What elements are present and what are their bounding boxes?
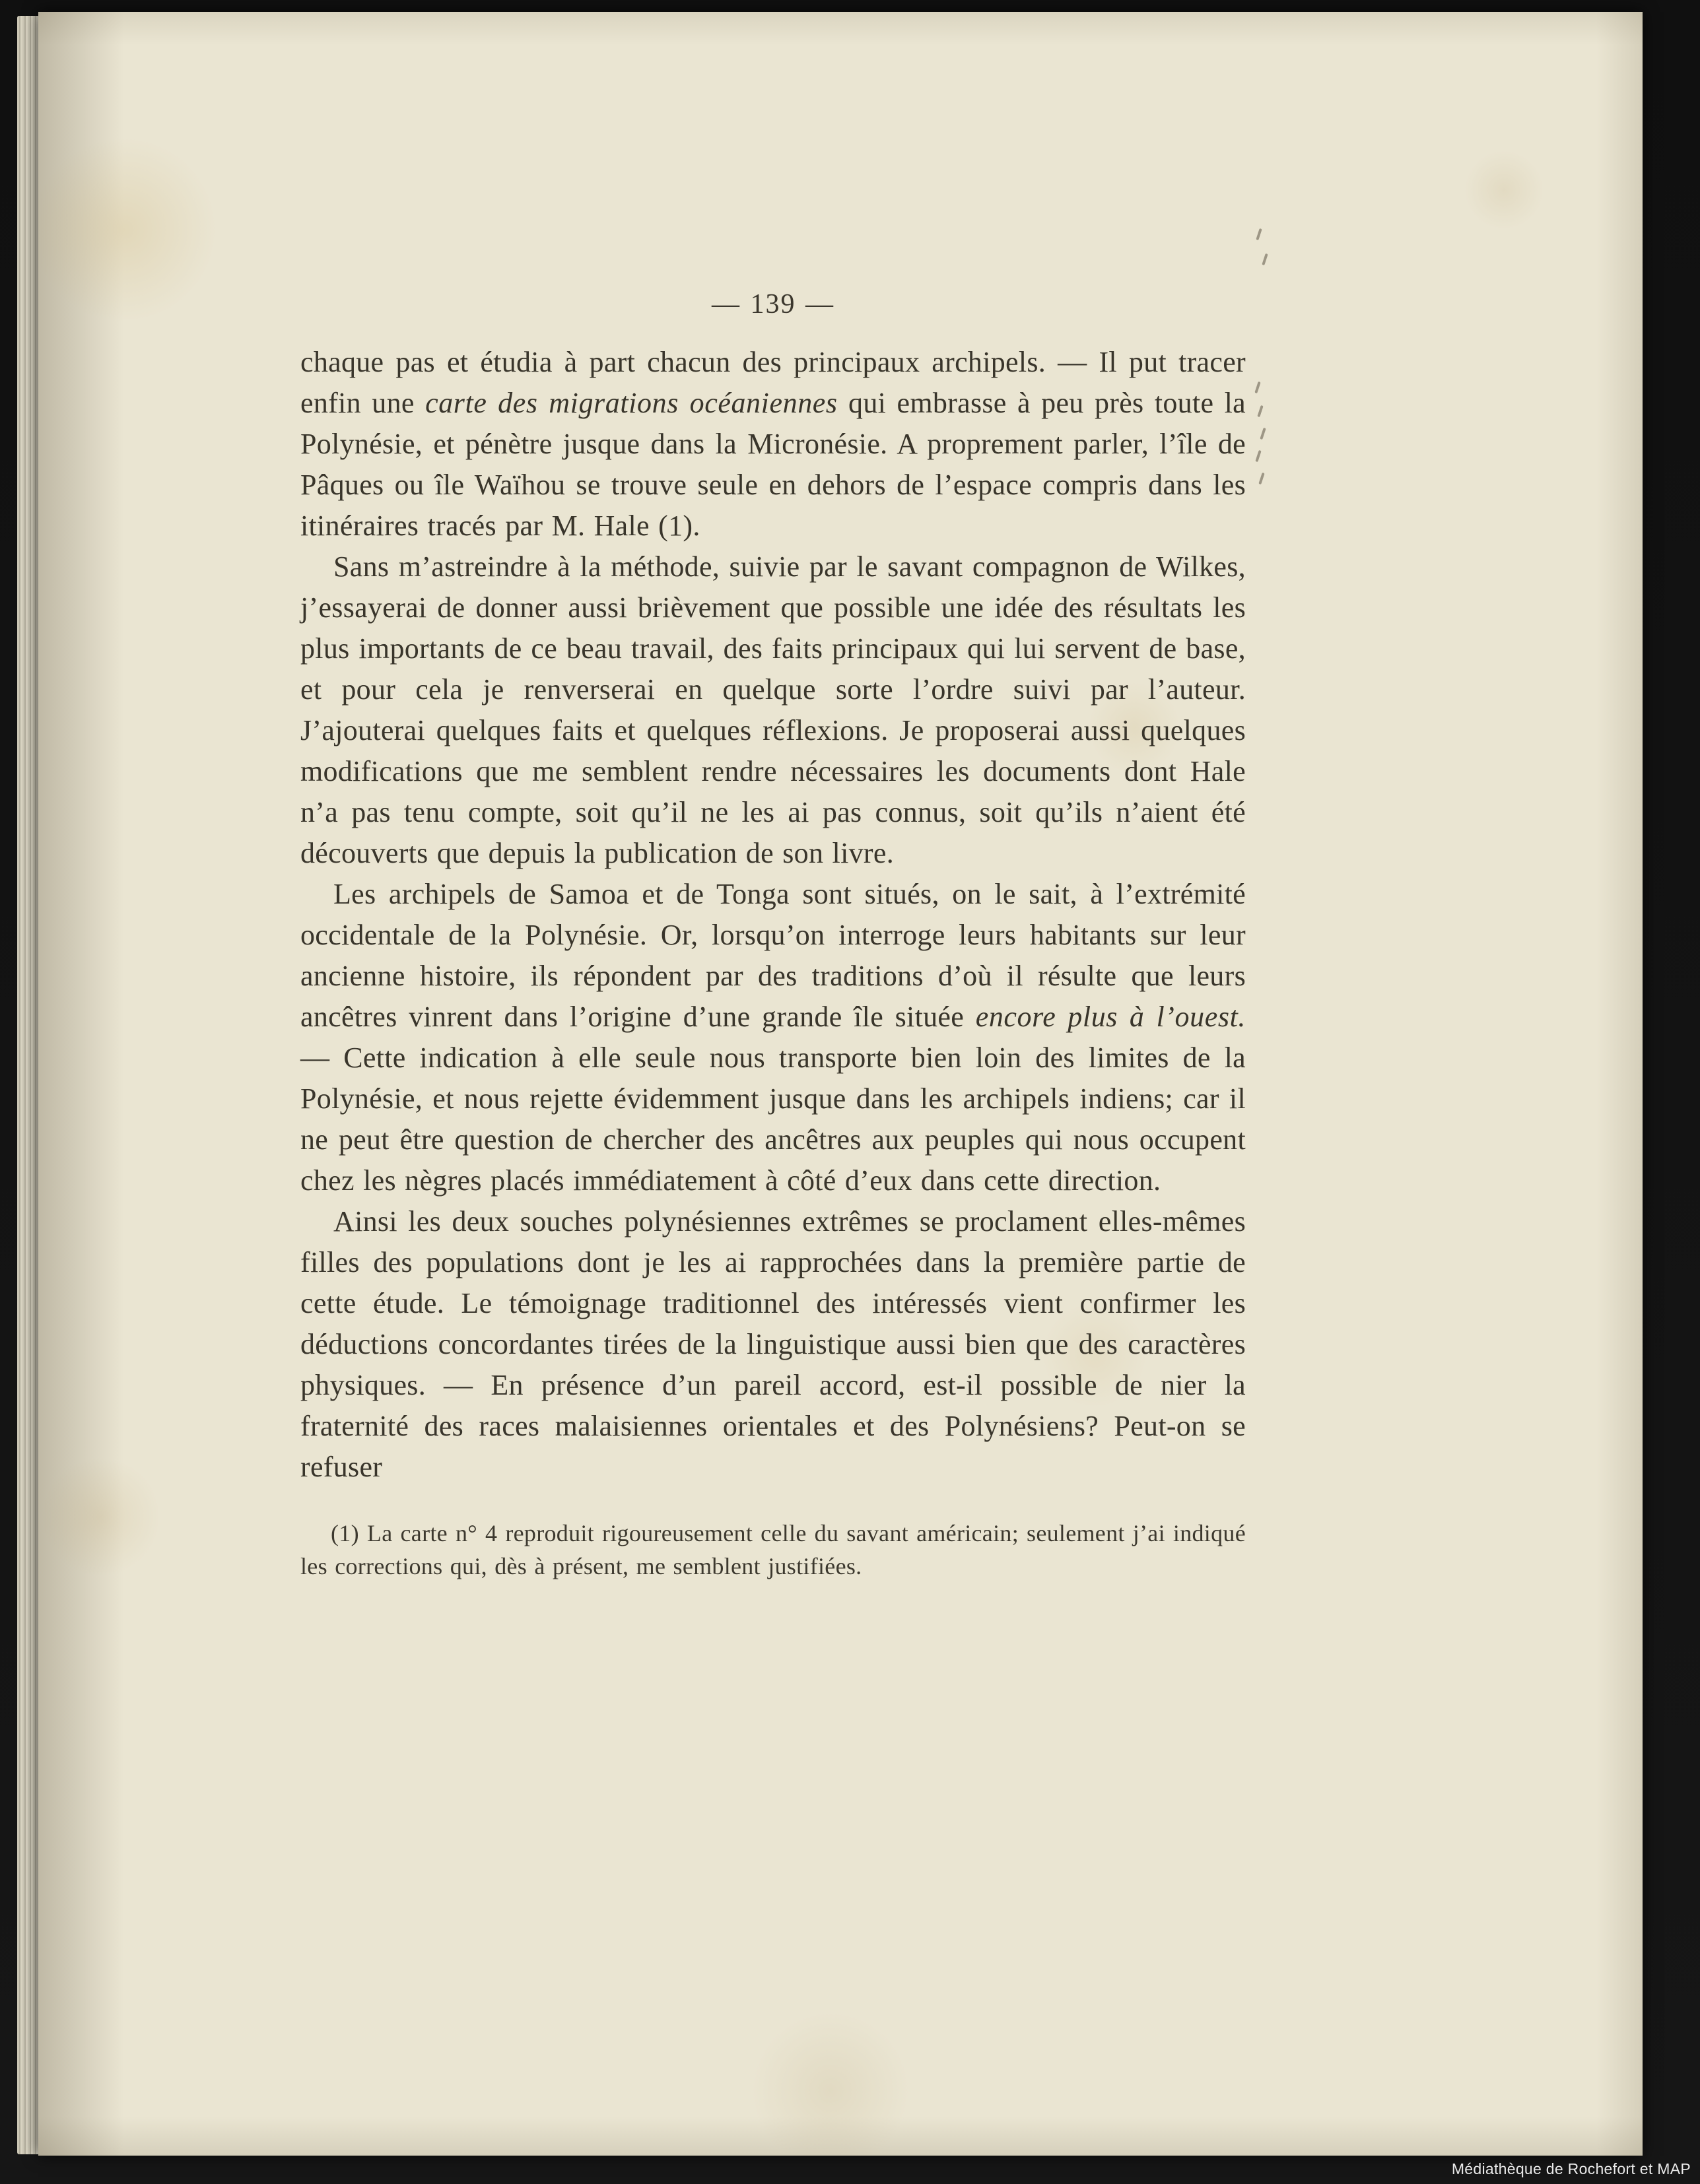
paragraph-4: Ainsi les deux souches polynésiennes extrêmes se proclament elles-mêmes filles des populations dont je les ai rapprochées dans la première partie de cette étude. Le témoignage traditionnel des intéressés vient confirmer les déductions concordantes tirées de la linguistique aussi bien que des caractères physiques. — En présence d’un pareil accord, est-il possible de nier la fraternité des races malaisiennes orientales et des Polynésiens? Peut-on se refuser: [300, 1205, 1246, 1483]
paragraph-2: Sans m’astreindre à la méthode, suivie par le savant compagnon de Wilkes, j’essayerai de donner aussi brièvement que possible une idée des résultats les plus importants de ce beau travail, des faits principaux qui lui servent de base, et pour cela je renverserai en quelque sorte l’ordre suivi par l’auteur. J’ajouterai quelques faits et quelques réflexions. Je proposerai aussi quelques modifications que me semblent rendre nécessaires les documents dont Hale n’a pas tenu compte, soit qu’il ne les ai pas connus, soit qu’ils n’aient été découverts que depuis la publication de son livre.: [300, 550, 1246, 869]
ink-speck: [1255, 450, 1261, 462]
paragraph-3-text: Les archipels de Samoa et de Tonga sont situés, on le sait, à l’extrémité occidentale de la Polynésie. Or, lorsqu’on interroge leurs habitants sur leur ancienne histoire, ils répondent par des traditions d’où il résulte que leurs ancêtres vinrent dans l’origine d’une grande île située: [300, 878, 1246, 1033]
ink-speck: [1258, 473, 1264, 484]
ink-speck: [1254, 381, 1260, 393]
page-number: — 139 —: [712, 289, 834, 319]
paragraph-1-italic: carte des migrations océaniennes: [425, 387, 838, 419]
paragraph-1: [300, 342, 1246, 546]
footnote-text: (1) La carte n° 4 reproduit rigoureusement celle du savant américain; seulement j’ai indiqué les corrections qui, dès à présent, me semblent justifiées.: [300, 1520, 1246, 1579]
paragraph-3-italic: encore plus à l’ouest.: [975, 1001, 1246, 1033]
paragraph-1-text: chaque pas et étudia à part chacun des principaux archipels. — Il put tracer enfin une: [300, 346, 1246, 419]
paragraph-1-text-cont: qui embrasse à peu près toute la Polynésie, et pénètre jusque dans la Micronésie. A proprement parler, l’île de Pâques ou île Waïhou se trouve seule en dehors de l’espace compris dans les itinéraires tracés par M. Hale (1).: [300, 387, 1246, 542]
paragraph-3: [300, 874, 1246, 1201]
footnote: [300, 1517, 1246, 1583]
library-watermark: Médiathèque de Rochefort et MAP: [1451, 2160, 1691, 2177]
book-page: [38, 12, 1643, 2156]
ink-speck: [1260, 428, 1266, 440]
ink-speck: [1257, 405, 1263, 417]
text-block: [300, 284, 1246, 1583]
ink-speck: [1262, 253, 1268, 265]
ink-speck: [1256, 228, 1262, 240]
paragraph-3-text-cont: — Cette indication à elle seule nous transporte bien loin des limites de la Polynésie, et nous rejette évidemment jusque dans les archipels indiens; car il ne peut être question de chercher des ancêtres aux peuples qui nous occupent chez les nègres placés immédiatement à côté d’eux dans cette direction.: [300, 1042, 1246, 1197]
book-page-edges: [17, 16, 40, 2154]
